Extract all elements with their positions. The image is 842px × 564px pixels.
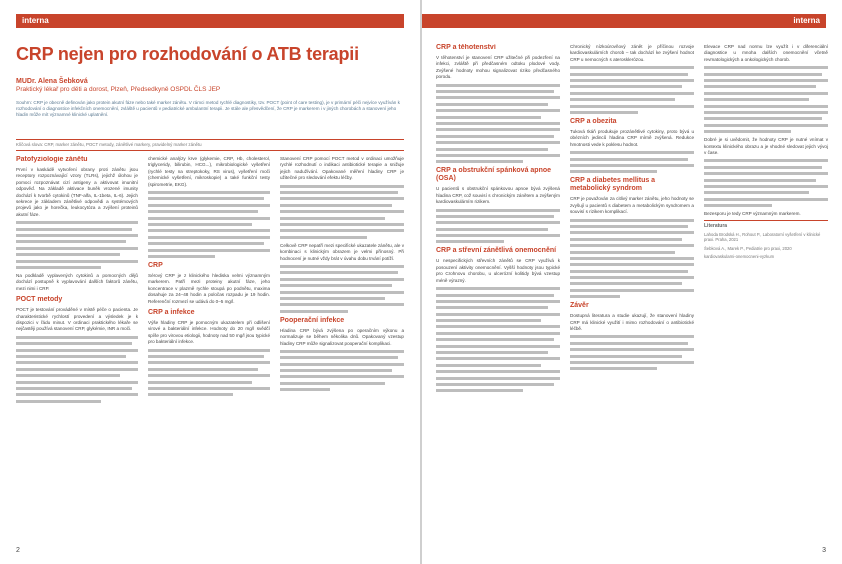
paragraph: Tuková tkáň produkuje prozánětlivé cytokiny, proto bývá u obézních jedinců hladina CRP mírně zvýšená. Redukce hmotnosti vede k poklesu hodnot. <box>570 128 694 147</box>
heading-crp-a-infekce: CRP a infekce <box>148 308 195 316</box>
paragraph: První v kaskádě vytvoření obrany proti zánětu jsou receptory rozpoznávající vzory (TLRs), jejichž úlohou je pomoci rozpoznávat cizí antigeny a aktivovat imunitní odpověď. Na základě aktivace buněk vrozené imunity dochází k tvorbě cytokinů (TNF-alfa, IL-1beta, IL-6). Jejich sekrece je základem zánětlivé odpovědi a systémových projevů jako je horečka, leukocytóza a zvýšení proteinů akutní fáze. <box>16 167 138 217</box>
text-lines <box>436 287 560 392</box>
paragraph: Dobré je si uvědomit, že hodnoty CRP je nutné vnímat v kontextu klinického obrazu a je vhodné sledovat jejich vývoj v čase. <box>704 137 828 155</box>
reference-item: Šebková A., Marek P., Pediatrie pro praxi, 2020 <box>704 245 792 251</box>
right-column-1 <box>436 44 560 540</box>
paragraph: Hladina CRP bývá zvýšena po operačním výkonu a normalizuje se během několika dnů. Opakovaný vzestup hladiny CRP může signalizovat pooperační komplikaci. <box>280 327 404 346</box>
heading-patofyziologie: Patofyziologie zánětu <box>16 156 88 163</box>
text-lines <box>436 84 560 164</box>
references-title: Literatura <box>704 223 728 230</box>
heading-crp-a-osa: CRP a obstrukční spánková apnoe (OSA) <box>436 167 552 183</box>
paragraph: Celkově CRP nepatří mezi specifické ukazatele zánětu, ale v kombinaci s klinickým obrazem je velmi přínosný. Při hodnocení je nutné vždy brát v úvahu dobu trvání potíží. <box>280 242 404 261</box>
heading-pooperacni-infekce: Pooperační infekce <box>280 316 345 324</box>
left-page <box>0 0 420 564</box>
paragraph: Dostupná literatura a studie ukazují, že stanovení hladiny CRP má klinické využití i mimo rozhodování o antibiotické léčbě. <box>570 313 694 332</box>
left-column-1 <box>16 156 138 536</box>
text-lines <box>436 209 560 244</box>
left-column-3 <box>280 156 404 536</box>
paragraph: Sérový CRP je z klinického hlediska velmi významným markerem. Patří mezi proteiny akutní fáze, jeho koncentrace v plazmě rychle stoupá po podnětu, maxima dosahuje za 24–48 hodin a poločas rozpadu je 19 hodin. Referenční rozmezí se udává do 0–5 mg/l. <box>148 272 270 304</box>
paragraph: Elevace CRP nad normu lze využít i v diferenciální diagnostice u mnoha dalších onemocnění včetně revmatologických a onkologických chorob. <box>704 44 828 62</box>
article-title: CRP nejen pro rozhodování o ATB terapii <box>16 44 359 64</box>
page-number-left: 2 <box>16 547 20 554</box>
paragraph: V těhotenství je stanovení CRP užitečné při podezření na infekci, zvláště při předčasném odtoku plodové vody. Zvýšené hodnoty mohou signalizovat riziko předčasného porodu. <box>436 55 560 80</box>
section-tag-left: interna <box>16 14 404 28</box>
paragraph: Výše hladiny CRP je pomocným ukazatelem při odlišení virové a bakteriální infekce. Hodnoty do 20 mg/l svědčí spíše pro virovou etiologii, hodnoty nad 50 mg/l jsou typické pro bakteriální infekce. <box>148 319 270 345</box>
text-lines <box>148 349 270 397</box>
paragraph: Na podkladě vyplavených cytokinů a pomocných dějů dochází postupně k vyplavování dalších faktorů zánětu, mezi nimi i CRP. <box>16 272 138 291</box>
text-lines <box>570 219 694 299</box>
right-column-2 <box>570 44 694 540</box>
paragraph: Stanovení CRP pomocí POCT metod v ordinaci umožňuje rychlé rozhodnutí o indikaci antibiotické terapie a snižuje jejich nadužívání. Opakované měření hladiny CRP je užitečné pro sledování efektu léčby. <box>280 156 404 181</box>
text-lines <box>280 265 404 313</box>
references <box>704 220 828 259</box>
heading-crp-a-tehotenstvi: CRP a těhotenství <box>436 44 496 51</box>
heading-poct-metody: POCT metody <box>16 296 63 304</box>
right-page <box>422 0 842 564</box>
text-lines <box>704 66 828 133</box>
text-lines <box>16 336 138 403</box>
page-number-right: 3 <box>822 547 826 554</box>
heading-zaver: Závěr <box>570 302 589 310</box>
paragraph: Chronický nízkoúrovňový zánět je příčinou rozvoje kardiovaskulárních chorob – tak dochází ke zvýšení hodnot CRP u nemocných s aterosklerózou. <box>570 44 694 62</box>
left-column-2 <box>148 156 270 536</box>
section-tag-right: interna <box>422 14 826 28</box>
paragraph: POCT je testování prováděné v místě péče o pacienta. Je charakteristické rychlostí provedení a výsledek je k dispozici v řádu minut. V ordinaci praktického lékaře se nejčastěji používá stanovení CRP, glykémie, INR a moči. <box>16 307 138 332</box>
heading-crp: CRP <box>148 261 163 269</box>
text-lines <box>704 159 828 207</box>
paragraph: chemické analýzy krve (glykemie, CRP, Hb, cholesterol, triglyceridy, bilirubin, HCG...), mikrobiologické vyšetření (rychlé testy na streptokoky, RS virus), vyšetření moči (chemické vyšetření, mikroskopie) a také funkční testy (spirometrie, EKG). <box>148 156 270 187</box>
text-lines <box>16 221 138 269</box>
paragraph: U nespecifických střevních zánětů se CRP využívá k posouzení aktivity onemocnění. Vyšší hodnoty jsou typické pro Crohnovu chorobu, u ulcerózní kolitidy bývá vzestup méně výrazný. <box>436 258 560 283</box>
heading-crp-a-diabetes: CRP a diabetes mellitus a metabolický syndrom <box>570 177 656 193</box>
article-author: MUDr. Alena Šebková <box>16 78 88 85</box>
right-column-3 <box>704 44 828 540</box>
article-abstract: Souhrn: CRP je obecně definován jako protein akutní fáze nebo také marker zánětu. V rámci metod rychlé diagnostiky, tzv. POCT (point of care testing), je v primární péči nejvíce využíván k rozhodování o diagnostice infekčních onemocnění, zvláště u pacientů v pediatrické ambulantní terapii. Je stále ale přesvědčení, že CRP je markerem i v jiných chorobách a stanovení jeho hladin může mít významné klinické uplatnění. <box>16 100 400 117</box>
text-lines <box>570 66 694 114</box>
article-keywords: Klíčová slova: CRP, marker zánětu, POCT metody, zánětlivé markery, pravidelný marker zánětu <box>16 139 404 151</box>
paragraph: Bezesporu je tedy CRP významným markerem. <box>704 211 801 217</box>
reference-item: Lahoda Brodská H., Rohout P., Laboratorní vyšetření v klinické praxi. Praha, 2021 <box>704 231 821 243</box>
text-lines <box>148 191 270 258</box>
paragraph: CRP je považován za citlivý marker zánětu, jeho hodnoty se zvyšují u pacientů s diabetem a metabolickým syndromem a souvisí s rizikem komplikací. <box>570 196 694 215</box>
article-affiliation: Praktický lékař pro děti a dorost, Plzeň, Předsedkyně OSPDL ČLS JEP <box>16 86 221 93</box>
heading-crp-a-obezita: CRP a obezita <box>570 117 617 125</box>
reference-item: kardiovaskularni-onemocneni-vyzkum <box>704 254 775 260</box>
text-lines <box>570 335 694 370</box>
text-lines <box>280 350 404 391</box>
text-lines <box>570 151 694 173</box>
heading-crp-a-strevni-zanety: CRP a střevní zánětlivá onemocnění <box>436 247 557 255</box>
paragraph: U pacientů s obstrukční spánkovou apnoe bývá zvýšená hladina CRP, což souvisí s chronickým zánětem a zvýšeným kardiovaskulárním rizikem. <box>436 186 560 205</box>
text-lines <box>280 185 404 239</box>
